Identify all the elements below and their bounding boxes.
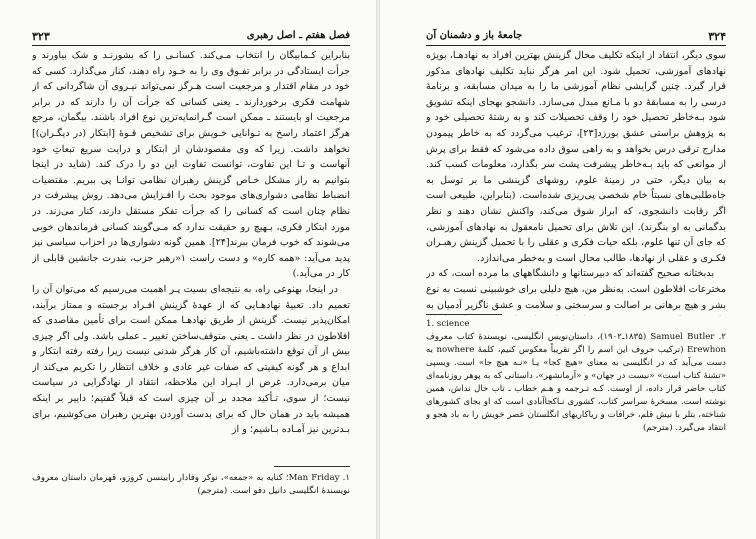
paragraph: سوی دیگر، انتقاد از اینکه تکلیف محال گزینش بهترین افراد به نهادهـا، بویژه نهادهای آموزشی، تحمیل شود. این امر هرگز نباید تکلیف نهادهای مذکور قرار گیرد. چنین گرایشی نظام آموزشی ما را به میدان مسابقه، و برنامهٔ درسی را به مسابقهٔ دو با مـانع مبدل می‌سازد. دانشجو بهجای اینکه تشویق شود بـه‌خاطر تحصیل خود را وقف تحصیلات کند و به رشتهٔ تحصیلی خود و به پژوهش براستی عشق بورزد[۲۳]، ترغیب می‌گردد که به خاطر پیمودن مدارج ترقی درس بخواهد و به راهی سوق داده می‌شود که فقط برای پرش از موانعی که باید بـه‌خاطر پیشرفت پشت سر بگذارد، معلومات کسب کند. به بیان دیگر، حتی در زمینهٔ علوم، روشهای گزینشی ما بر توسل به جاه‌طلبی‌های نسبتاً خام شخصی پی‌ریزی شده‌است. (بنابراین، طبیعی است اگر رقابت دانشجوی، که ابراز شوق می‌کند، واکنش نشان دهند و نظر بدگمانی به او بنگرند). این تلاش برای تحمیل نامعقول به نهادهای آموزشی، که جای آن تنها علوم، بلکه حیات فکری و عقلی را با تحمیل گزینش رهبـران فکـری و عقلی از نهادها، طالب محال است و به‌خطر می‌اندازد. bbox=[426, 50, 726, 264]
header-rule bbox=[32, 45, 350, 46]
footnote: ۱. Man Friday؛ کنایه به «جمعه»، نوکر وفادار رابینسن کروزو، قهرمان داستان معروف نویسندهٔ انگلیسی دانیل دفو است. (مترجم) bbox=[32, 473, 350, 496]
running-title: فصل هفتم ـ اصل رهبری bbox=[246, 30, 350, 41]
header-rule bbox=[426, 45, 726, 46]
page-number: ۳۲۴ bbox=[708, 30, 726, 43]
paragraph: در اینجا، بهنوعی راه، به نتیجه‌ای بسیت پـر اهمیت می‌رسیم که می‌توان آن را تعمیم داد. تعبیهٔ نهادهـایی که از عهدهٔ گزینش افـراد برجسته و ممتاز برآیند، امکان‌پذیر نیست. گزینش از طریق نهادهـا ممکن است برای تأمین مقاصدی که افلاطون در نظر داشت ـ یعنی متوقف‌ساختن تغییر ـ عملی باشد. ولی اگر چیزی بیش از آن توقع داشته‌باشیم، آن کار هرگز شدنی نیست زیرا رفته رفته ابتکار و ابداع و هر گونه کیفیتی که صفات غیر عادی و خلاف انتظار را تکریم می‌کند از میان برمی‌دارد. غرض از ایـراد این ملاحظه، انتقاد از نهادگرایی در سیاست نیست؛ از سوی، تـأکید مجدد بر آن چیزی است که قبلاً گفتیم؛ داییر بر اینکه همیشه باید در همان حال که برای بدست آوردن بهترین رهبران می‌کوشیم، برای بـدترین نیز آمـاده بـاشیم؛ و از bbox=[32, 283, 350, 436]
footnote-rule bbox=[274, 466, 350, 467]
right-page bbox=[380, 0, 756, 539]
footnote-rule bbox=[426, 314, 502, 315]
left-footnotes bbox=[32, 472, 350, 522]
paragraph: بنابراین کـمابیگان را انتخاب مـی‌کند. کسانـی را که بشورنـد و شک بیاورند و جرأت ایستادگی در برابر تفـوق وی را به خـود راه دهند، کنار می‌گذارد. کسی که خود در مقام اقتدار و مرجعیت است هـرگز نمی‌تواند نیـروی آن شاگردانی که از شهامت فکری برخوردارند ـ یعنی کسانی که جرأت آن را دارند که در برابر مرجعیت او بایستند ـ ممکن است گـرانمایه‌ترین نوع افراد باشند. بیگمان، مرجع هرگز اعتماد راسخ به تـوانایی خـویش برای تشخیص قـوهٔ [ابتکار (در دیگـران)] نخواهد داشت. زیرا که وی مقصودشان از ابتکار و درایت سریع تبعاتِ خود آنهاست و تـا این تفاوت، توانست تفاوت این دو را درک کند. (شاید در اینجا بتوانیم به راز مشکل خـاص گزینش رهبران نظامی توانـا پی ببریم. مقتضیات انضباط نظامی دشواری‌های موجود بحث را افـزایش می‌دهد. روش پیشرفت در نظام چنان است که کسانی را که جرأت تفکر مستقل دارند، کنار می‌زند. در مورد ابتکار فکری، بـهیچ رو حقیقت ندارد که مـی‌گویند کسانی فرماندهان خوبی می‌شوند که خوب فرمان ببرند[۲۴]. همین گونه دشواری‌ها در احزاب سیاسی نیز پدید می‌آید: «همه کاره» و دست راست ۱«رهبر حزب، بندرت جانشین قابلی از کار در می‌آید.) bbox=[32, 50, 350, 280]
right-running-header bbox=[426, 30, 726, 46]
right-footnotes bbox=[426, 318, 726, 528]
running-title: جامعهٔ باز و دشمنان آن bbox=[426, 30, 523, 41]
page-number: ۳۲۳ bbox=[32, 30, 50, 43]
footnote: ۲. Samuel Butler (۱۸۳۵ـ۱۹۰۲)، داستان‌نویس انگلیسی، نویسندهٔ کتاب معروف Erewhon (ترکیب حروف این اسم را اگر تقریباً معکوس کنیم، کلمهٔ nowhere به دست می‌آید که در انگلیسی به معنای «هیچ کجا» یـا «نـه هیچ جا» است. ویسپی «تشنهٔ کتاب است» «نیست در جهان» و «آرمانشهر»، داستانی که به پوهر روزنامه‌ای کتاب حاضر قرار داده، از اوست. کـه تـرجمه و هـم خطاب ـ تاب حال نداش، همین نوشته است. مسخرهٔ سراسر کتاب، کشوری نـاکجاآبادی است که او بجای کشورهای شناخته، بتلر با نیش قلم، خرافات و ریاکاریهای انگلستان عصر خویش را به باد هجو و انتقاد می‌گیرد. (مترجم) bbox=[426, 332, 726, 433]
footnote: 1. science bbox=[426, 319, 470, 329]
left-running-header bbox=[32, 30, 350, 46]
right-body-text bbox=[426, 48, 726, 316]
left-page bbox=[0, 0, 376, 539]
paragraph: بدبختانه صحیح گفته‌اند که دبیرستانها و دانشگاههای ما مرده است، که در مخترعات افلاطون است. به‌نظر من، هیچ دلیلی برای خوشبینی نسبت به نوع بشر و هیچ برهانی بر اصالت و سرسختی و سلامت و عشق ناگزیر آدمیان به bbox=[426, 268, 726, 311]
left-body-text bbox=[32, 48, 350, 458]
